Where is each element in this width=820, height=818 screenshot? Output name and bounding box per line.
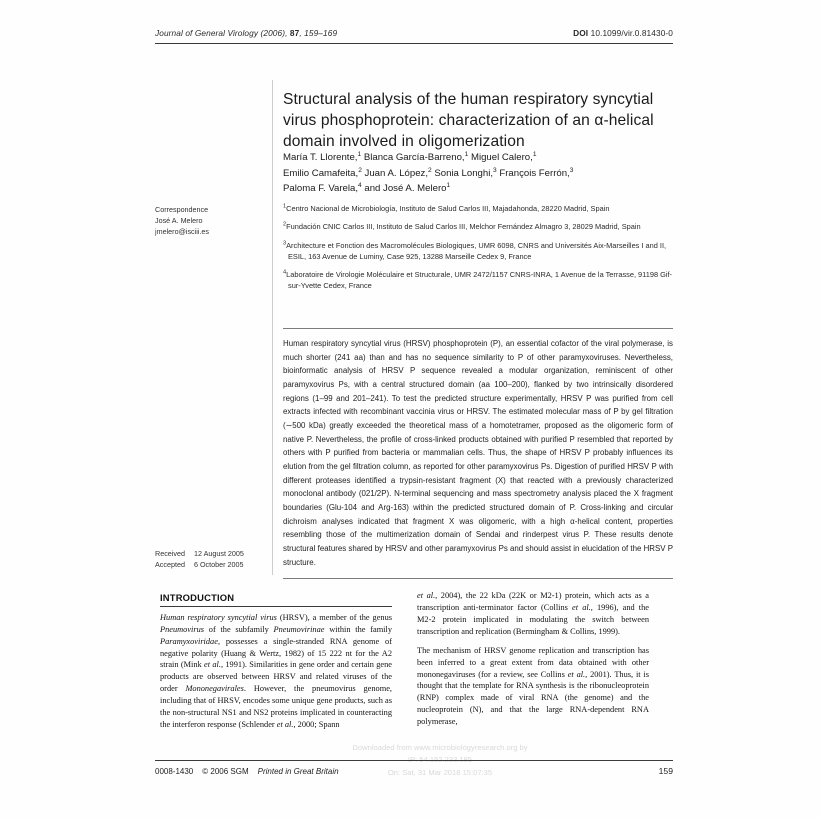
footer-divider <box>155 760 673 761</box>
section-heading-introduction: INTRODUCTION <box>160 592 235 603</box>
affiliation-text: Architecture et Fonction des Macromolécules Biologiques, UMR 6098, CNRS and Universités Aix-Marseilles I and II, ESIL, 163 Avenue de Luminy, Case 925, 13288 Marseille Cedex 9, France <box>286 240 667 261</box>
received-value: 12 August 2005 <box>193 549 244 558</box>
rail-divider <box>272 80 273 575</box>
author-line <box>283 166 675 182</box>
journal-pages: , 159–169 <box>299 28 338 38</box>
abstract: Human respiratory syncytial virus (HRSV) phosphoprotein (P), an essential cofactor of the viral polymerase, is much shorter (241 aa) than and has no sequence similarity to P of other paramyxoviruses. Nevertheless, bioinformatic analysis of HRSV P sequence revealed a modular organization, reminiscent of other paramyxovirus Ps, with a central structured domain (aa 100–200), flanked by two intrinsically disordered regions (1–99 and 201–241). To test the predicted structure experimentally, HRSV P was purified from cell extracts infected with recombinant vaccinia virus or HRSV. The estimated molecular mass of P by gel filtration (∼500 kDa) greatly exceeded the theoretical mass of a homotetramer, proposed as the oligomeric form of native P. Nevertheless, the profile of cross-linked products obtained with purified P resembled that reported by others with P purified from bacteria or mammalian cells. Thus, the shape of HRSV P probably influences its elution from the gel filtration column, as reported for other paramyxovirus Ps. Digestion of purified HRSV P with different proteases identified a trypsin-resistant fragment (X) that reacted with a previously characterized monoclonal antibody (021/2P). N-terminal sequencing and mass spectrometry analysis placed the X fragment boundaries (Glu-104 and Arg-163) within the predicted structured domain of P. Cross-linking and circular dichroism analyses indicated that fragment X was oligomeric, with a high α-helical content, properties resembling those of the multimerization domain of Sendai and rinderpest virus P. These results denote structural features shared by HRSV and other paramyxovirus Ps and should assist in elucidation of the HRSV P structure. <box>283 339 673 567</box>
abstract-top-divider <box>283 328 673 329</box>
author-line-text: María T. Llorente,$^1$ Blanca García-Barreno,$^1$ Miguel Calero,$^1$ <box>283 150 537 163</box>
author-list <box>283 150 675 197</box>
author-line <box>283 181 675 197</box>
footer-left <box>155 767 339 776</box>
correspondence-label: Correspondence <box>155 205 209 214</box>
journal-name: Journal of General Virology <box>155 28 259 38</box>
accepted-value: 6 October 2005 <box>193 560 244 570</box>
affiliation-item <box>283 203 675 214</box>
body-column-left <box>160 612 392 738</box>
correspondence-email[interactable]: jmelero@isciii.es <box>155 227 210 237</box>
body-paragraph: Human respiratory syncytial virus (HRSV), a member of the genus Pneumovirus of the subfamily Pneumovirinae within the family Paramyxoviridae, possesses a single-stranded RNA genome of negative polarity (Huang & Wertz, 1982) of 15 222 nt for the A2 strain (Mink et al., 1991). Similarities in gene order and certain gene products are observed between HRSV and related viruses of the order Mononegavirales. However, the pneumovirus genome, including that of HRSV, encodes some unique gene products, such as the non-structural NS1 and NS2 proteins implicated in counteracting the interferon response (Schlender et al., 2000; Spann <box>160 613 392 729</box>
abstract-bottom-divider <box>283 578 673 579</box>
journal-year: (2006), <box>258 28 290 38</box>
received-label: Received <box>155 549 185 558</box>
affiliation-marker: 3 <box>283 240 287 247</box>
affiliation-text: Centro Nacional de Microbiología, Instituto de Salud Carlos III, Majadahonda, 28220 Madrid, Spain <box>286 204 610 213</box>
body-paragraph: et al., 2004), the 22 kDa (22K or M2-1) protein, which acts as a transcription anti-terminator factor (Collins et al., 1996), and the M2-2 protein implicated in modulating the switch between transcription and replication (Bermingham & Collins, 1999). <box>417 591 650 636</box>
running-head <box>155 28 673 38</box>
affiliation-list <box>283 203 675 299</box>
page-footer <box>155 766 673 776</box>
doi <box>573 28 673 38</box>
section-heading-divider <box>160 606 392 607</box>
header-divider <box>155 43 673 44</box>
affiliation-item <box>283 269 675 292</box>
doi-label: DOI <box>573 28 589 38</box>
affiliation-marker: 2 <box>283 221 287 228</box>
doi-value: 10.1099/vir.0.81430-0 <box>590 28 673 38</box>
page-number: 159 <box>658 766 673 776</box>
watermark-line: Downloaded from www.microbiologyresearch.org by <box>352 743 528 752</box>
dates-block <box>155 548 267 570</box>
journal-volume: 87 <box>289 28 300 38</box>
body-paragraph: The mechanism of HRSV genome replication and transcription has been inferred to a great extent from data obtained with other mononegaviruses (for a review, see Collins et al., 2001). Thus, it is thought that the template for RNA synthesis is the ribonucleoprotein (RNP) complex made of viral RNA (the genome) and the nucleoprotein (N), and that the large RNA-dependent RNA polymerase, <box>417 645 650 726</box>
accepted-row <box>155 559 267 570</box>
author-line-text: Emilio Camafeita,$^2$ Juan A. López,$^2$ Sonia Longhi,$^3$ François Ferrón,$^3$ <box>283 166 574 179</box>
author-line-text: Paloma F. Varela,$^4$ and José A. Melero$^1$ <box>283 181 451 195</box>
issn: 0008-1430 <box>155 767 194 776</box>
watermark-line: On: Sat, 31 Mar 2018 15:07:35 <box>387 767 493 777</box>
affiliation-item <box>283 221 675 232</box>
affiliation-item <box>283 240 675 263</box>
correspondence-block <box>155 204 265 237</box>
journal-citation <box>155 28 337 38</box>
correspondence-name: José A. Melero <box>155 216 203 226</box>
author-line <box>283 150 675 166</box>
page-title: Structural analysis of the human respiratory syncytial virus phosphoprotein: characterization of an α-helical domain involved in oligomerization <box>283 91 654 150</box>
accepted-label: Accepted <box>155 560 185 570</box>
affiliation-text: Laboratoire de Virologie Moléculaire et Structurale, UMR 2472/1157 CNRS-INRA, 1 Avenue de la Terrasse, 91198 Gif-sur-Yvette Cedex, France <box>286 270 673 291</box>
affiliation-text: Fundación CNIC Carlos III, Instituto de Salud Carlos III, Melchor Fernández Almagro 3, 28029 Madrid, Spain <box>286 222 641 232</box>
copyright: © 2006 SGM <box>202 767 249 776</box>
affiliation-marker: 1 <box>283 203 287 210</box>
printed-note: Printed in Great Britain <box>257 767 339 776</box>
affiliation-marker: 4 <box>283 269 287 276</box>
body-column-right <box>417 590 649 735</box>
received-row <box>155 548 267 559</box>
